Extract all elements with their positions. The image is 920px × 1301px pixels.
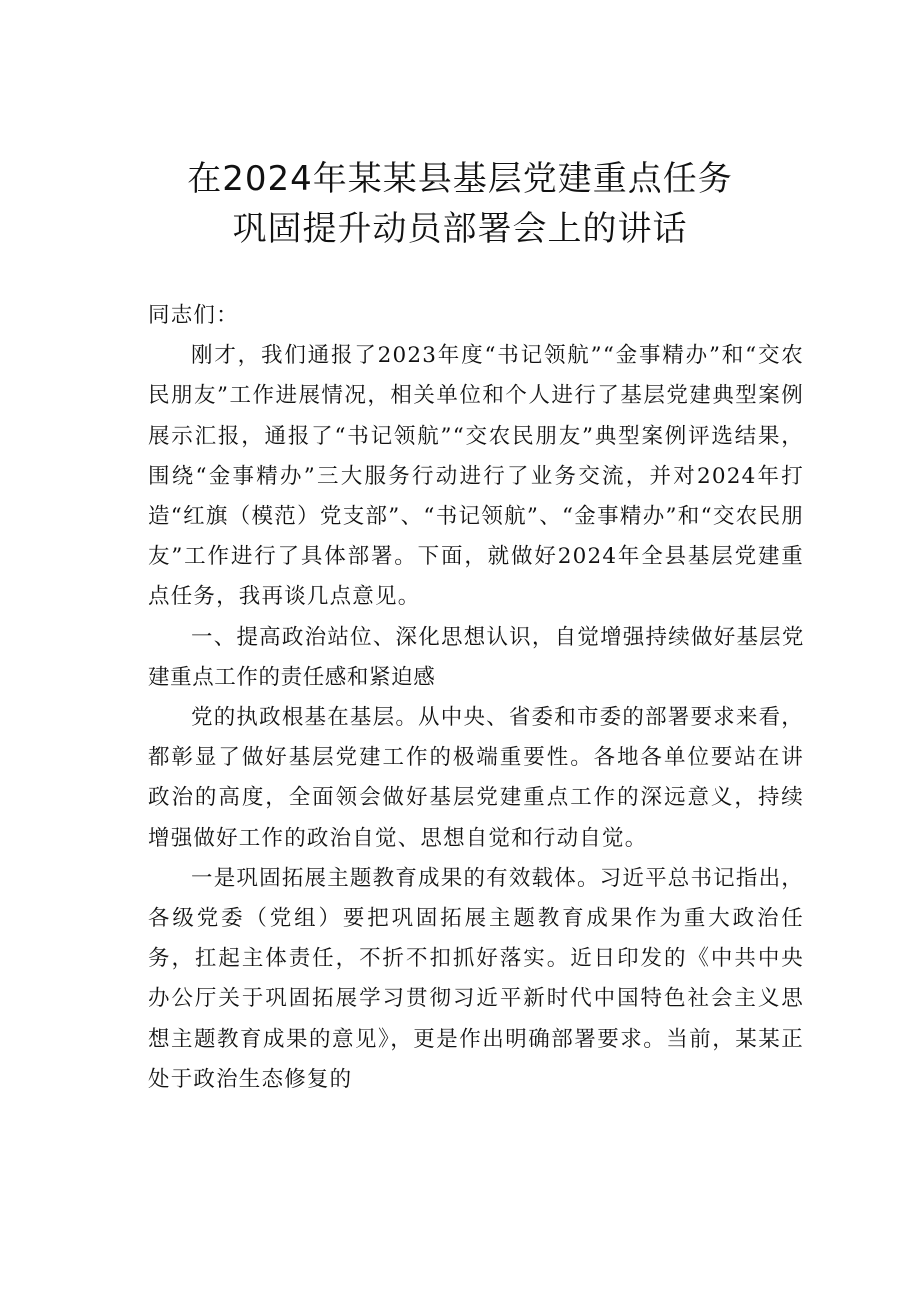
paragraph-party-foundation: 党的执政根基在基层。从中央、省委和市委的部署要求来看，都彰显了做好基层党建工作的极端重要性。各地各单位要站在讲政治的高度，全面领会做好基层党建重点工作的深远意义，持续增强做好工作的政治自觉、思想自觉和行动自觉。 — [148, 705, 804, 851]
document-title — [0, 154, 920, 254]
salutation: 同志们： — [148, 303, 239, 328]
title-line-2: 巩固提升动员部署会上的讲话 — [232, 209, 688, 249]
section-heading-1: 一、提高政治站位、深化思想认识，自觉增强持续做好基层党建重点工作的责任感和紧迫感 — [148, 624, 804, 690]
title-line-1: 在2024年某某县基层党建重点任务 — [187, 159, 733, 199]
paragraph-intro: 刚才，我们通报了2023年度“书记领航”“金事精办”和“交农民朋友”工作进展情况，相关单位和个人进行了基层党建典型案例展示汇报，通报了“书记领航”“交农民朋友”典型案例评选结果，围绕“金事精办”三大服务行动进行了业务交流，并对2024年打造“红旗（模范）党支部”、“书记领航”、“金事精办”和“交农民朋友”工作进行了具体部署。下面，就做好2024年全县基层党建重点任务，我再谈几点意见。 — [148, 343, 804, 610]
paragraph-point-one: 一是巩固拓展主题教育成果的有效载体。习近平总书记指出，各级党委（党组）要把巩固拓展主题教育成果作为重大政治任务，扛起主体责任，不折不扣抓好落实。近日印发的《中共中央办公厅关于巩固拓展学习贯彻习近平新时代中国特色社会主义思想主题教育成果的意见》，更是作出明确部署要求。当前，某某正处于政治生态修复的 — [148, 865, 804, 1092]
document-body — [148, 296, 804, 1100]
